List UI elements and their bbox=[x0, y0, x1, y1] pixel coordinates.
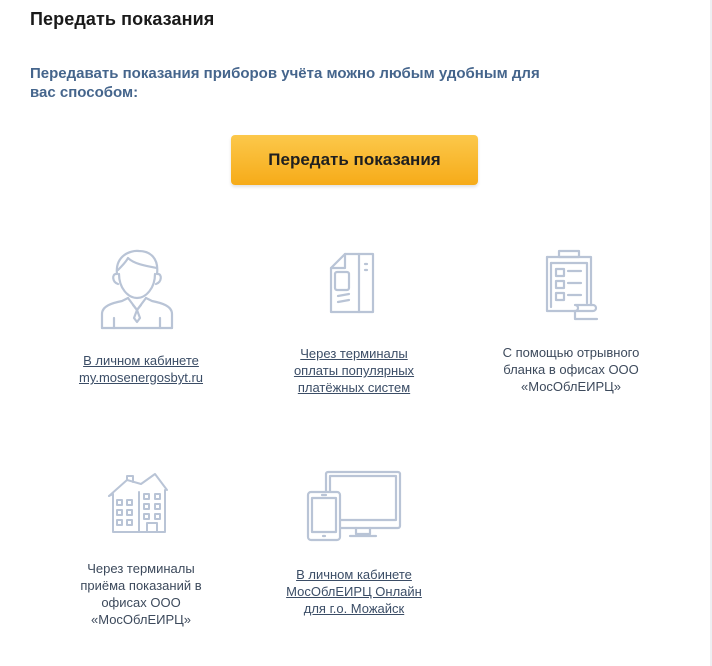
terminal-icon bbox=[327, 250, 377, 316]
page-title: Передать показания bbox=[30, 9, 215, 29]
method-line: бланка в офисах ООО bbox=[503, 362, 639, 377]
method-line: приёма показаний в bbox=[80, 578, 202, 593]
method-line: оплаты популярных bbox=[293, 363, 415, 378]
method-line: С помощью отрывного bbox=[502, 345, 640, 360]
method-terminals-link[interactable] bbox=[268, 345, 440, 396]
method-line: «МосОблЕИРЦ» bbox=[520, 379, 622, 394]
devices-icon bbox=[306, 470, 402, 542]
method-line: для г.о. Можайск bbox=[303, 601, 405, 616]
method-line: my.mosenergosbyt.ru bbox=[78, 370, 204, 385]
submit-readings-button[interactable]: Передать показания bbox=[231, 135, 478, 185]
method-line: В личном кабинете bbox=[83, 353, 199, 368]
method-line: МосОблЕИРЦ Онлайн bbox=[286, 584, 422, 599]
form-icon bbox=[545, 249, 599, 321]
method-tear-off-form-text bbox=[486, 344, 656, 395]
method-personal-account-link[interactable] bbox=[58, 352, 224, 386]
method-line: «МосОблЕИРЦ» bbox=[90, 612, 192, 627]
method-line: платёжных систем bbox=[297, 380, 411, 395]
method-mosobleirc-online-link[interactable] bbox=[270, 566, 438, 617]
method-line: В личном кабинете bbox=[296, 567, 412, 582]
method-office-terminals-text bbox=[56, 560, 226, 628]
intro-text: Передавать показания приборов учёта можно любым удобным для вас способом: bbox=[30, 65, 540, 101]
method-line: Через терминалы bbox=[300, 346, 408, 361]
method-line: Через терминалы bbox=[87, 561, 195, 576]
person-icon bbox=[100, 248, 176, 330]
method-line: офисах ООО bbox=[101, 595, 181, 610]
office-building-icon bbox=[107, 470, 169, 534]
